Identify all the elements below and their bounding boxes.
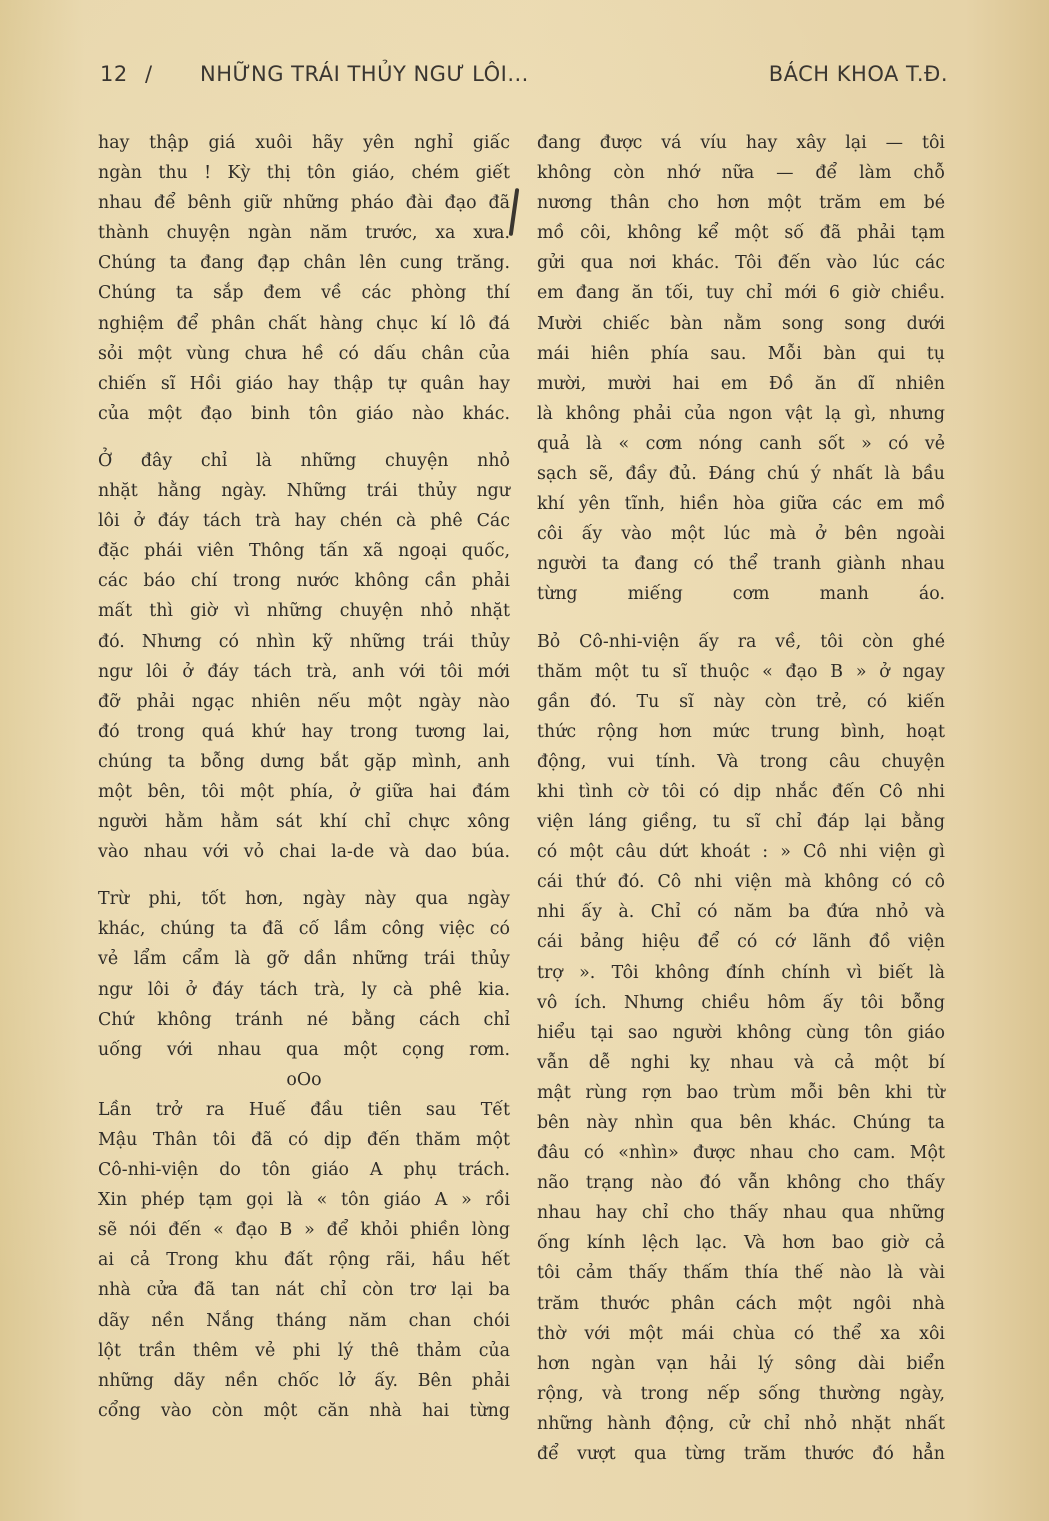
text-line: Trừ phi, tốt hơn, ngày này qua ngày	[98, 889, 510, 910]
text-line: hơn ngàn vạn hải lý sông dài biển	[537, 1353, 945, 1374]
text-line: động, vui tính. Và trong câu chuyện	[537, 751, 945, 772]
text-line: thờ với một mái chùa có thể xa xôi	[537, 1323, 945, 1344]
text-line: viện láng giềng, tu sĩ chỉ đáp lại bằng	[537, 812, 945, 833]
text-line: quả là « cơm nóng canh sốt » có vẻ	[537, 433, 945, 454]
section-divider: oOo	[286, 1069, 322, 1090]
text-line: của một đạo binh tôn giáo nào khác.	[98, 403, 510, 424]
text-line: khí yên tĩnh, hiền hòa giữa các em mồ	[537, 494, 945, 515]
text-line: Chúng ta sắp đem về các phòng thí	[98, 283, 510, 304]
text-line: Mười chiếc bàn nằm song song dưới	[537, 313, 945, 334]
text-line: Mậu Thân tôi đã có dịp đến thăm một	[98, 1130, 510, 1150]
text-line: gần đó. Tu sĩ này còn trẻ, có kiến	[537, 691, 945, 712]
text-line: sạch sẽ, đầy đủ. Đáng chú ý nhất là bầu	[537, 464, 945, 485]
text-line: mật rùng rợn bao trùm mỗi bên khi từ	[537, 1082, 945, 1103]
paragraph-gap	[98, 867, 510, 884]
text-line: đâu có «nhìn» được nhau cho cam. Một	[537, 1143, 945, 1164]
text-line: gửi qua nơi khác. Tôi đến vào lúc các	[537, 253, 945, 274]
text-line: nhặt hằng ngày. Những trái thủy ngư	[98, 481, 510, 502]
text-line: người hằm hằm sát khí chỉ chực xông	[98, 812, 510, 833]
text-line: côi ấy vào một lúc mà ở bên ngoài	[537, 524, 945, 545]
text-line: đó. Nhưng có nhìn kỹ những trái thủy	[98, 631, 510, 652]
right-text-column	[537, 128, 945, 1469]
text-line: hay thập giá xuôi hãy yên nghỉ giấc	[98, 133, 510, 153]
text-line: thức rộng hơn mức trung bình, hoạt	[537, 721, 945, 742]
text-line: vẻ lẩm cẩm là gỡ dần những trái thủy	[98, 949, 510, 970]
text-line: là không phải của ngon vật lạ gì, nhưng	[537, 403, 945, 424]
text-line: ngư lôi ở đáy tách trà, anh với tôi mới	[98, 661, 510, 682]
text-line: vẫn dễ nghi kỵ nhau và cả một bí	[537, 1052, 945, 1073]
text-line: nhi ấy à. Chỉ có năm ba đứa nhỏ và	[537, 902, 945, 923]
text-line: hiểu tại sao người không cùng tôn giáo	[537, 1022, 945, 1043]
text-line: ai cả Trong khu đất rộng rãi, hầu hết	[98, 1250, 510, 1271]
text-line: thành chuyện ngàn năm trước, xa xưa.	[98, 223, 510, 244]
text-line: bên này nhìn qua bên khác. Chúng ta	[537, 1113, 945, 1133]
paragraph-gap	[537, 610, 945, 627]
text-line: chúng ta bỗng dưng bắt gặp mình, anh	[98, 751, 510, 772]
text-line: vô ích. Nhưng chiều hôm ấy tôi bỗng	[537, 992, 945, 1013]
text-line: nhà cửa đã tan nát chỉ còn trơ lại ba	[98, 1280, 510, 1301]
text-line: những dãy nền chốc lở ấy. Bên phải	[98, 1370, 510, 1391]
text-line: mái hiên phía sau. Mỗi bàn qui tụ	[537, 343, 945, 364]
text-line: cái bảng hiệu để có cớ lãnh đồ viện	[537, 932, 945, 953]
text-line: từng miếng cơm manh áo.	[537, 584, 945, 605]
text-line: khác, chúng ta đã cố lầm công việc có	[98, 919, 510, 940]
text-line: lột trần thêm vẻ phi lý thê thảm của	[98, 1340, 510, 1361]
running-title: NHỮNG TRÁI THỦY NGƯ LÔI...	[200, 62, 529, 86]
text-line: để vượt qua từng trăm thước đó hẳn	[537, 1444, 945, 1465]
text-line: não trạng nào đó vẫn không cho thấy	[537, 1173, 945, 1194]
text-line: đang được vá víu hay xây lại — tôi	[537, 133, 945, 153]
text-line: mất thì giờ vì những chuyện nhỏ nhặt	[98, 601, 510, 622]
publication-name: BÁCH KHOA T.Đ.	[768, 62, 948, 86]
text-line: khi tình cờ tôi có dịp nhắc đến Cô nhi	[537, 781, 945, 802]
text-line: ngư lôi ở đáy tách trà, ly cà phê kia.	[98, 979, 510, 1000]
text-line: Cô-nhi-viện do tôn giáo A phụ trách.	[98, 1160, 510, 1181]
text-line: tôi cảm thấy thấm thía thế nào là vài	[537, 1263, 945, 1284]
text-line: Bỏ Cô-nhi-viện ấy ra về, tôi còn ghé	[537, 631, 945, 652]
text-line: chiến sĩ Hồi giáo hay thập tự quân hay	[98, 373, 510, 394]
text-line: mồ côi, không kể một số đã phải tạm	[537, 223, 945, 244]
text-line: sỏi một vùng chưa hề có dấu chân của	[98, 343, 510, 364]
text-line: nhau để bênh giữ những pháo đài đạo đã	[98, 193, 510, 214]
text-line: có một câu dứt khoát : » Cô nhi viện gì	[537, 842, 945, 863]
text-line: Lần trở ra Huế đầu tiên sau Tết	[98, 1099, 510, 1120]
text-line: ống kính lệch lạc. Và hơn bao giờ cả	[537, 1233, 945, 1254]
text-line: không còn nhớ nữa — để làm chỗ	[537, 163, 945, 184]
text-line: dãy nền Nắng tháng năm chan chói	[98, 1310, 510, 1331]
paragraph-gap	[98, 429, 510, 446]
text-line: ngàn thu ! Kỳ thị tôn giáo, chém giết	[98, 163, 510, 184]
text-line: cái thứ đó. Cô nhi viện mà không có cô	[537, 872, 945, 893]
text-line: Xin phép tạm gọi là « tôn giáo A » rồi	[98, 1190, 510, 1211]
text-line: em đang ăn tối, tuy chỉ mới 6 giờ chiều.	[537, 283, 945, 304]
text-line: đó trong quá khứ hay trong tương lai,	[98, 721, 510, 742]
text-line: thăm một tu sĩ thuộc « đạo B » ở ngay	[537, 661, 945, 682]
text-line: trăm thước phân cách một ngôi nhà	[537, 1293, 945, 1314]
text-line: mười, mười hai em Đồ ăn dĩ nhiên	[537, 373, 945, 394]
text-line: trợ ». Tôi không đính chính vì biết là	[537, 962, 945, 983]
text-line: nương thân cho hơn một trăm em bé	[537, 193, 945, 214]
text-line: Chúng ta đang đạp chân lên cung trăng.	[98, 253, 510, 274]
text-line: đặc phái viên Thông tấn xã ngoại quốc,	[98, 541, 510, 562]
header-separator: /	[145, 62, 153, 86]
text-line: sẽ nói đến « đạo B » để khỏi phiền lòng	[98, 1220, 510, 1241]
text-line: các báo chí trong nước không cần phải	[98, 571, 510, 592]
text-line: lôi ở đáy tách trà hay chén cà phê Các	[98, 511, 510, 532]
left-text-column	[98, 128, 510, 1426]
text-line: người ta đang có thể tranh giành nhau	[537, 554, 945, 575]
text-line: rộng, và trong nếp sống thường ngày,	[537, 1383, 945, 1404]
text-line: những hành động, cử chỉ nhỏ nhặt nhất	[537, 1413, 945, 1434]
text-line: cổng vào còn một căn nhà hai từng	[98, 1400, 510, 1421]
text-line: nhau hay chỉ cho thấy nhau qua những	[537, 1203, 945, 1224]
text-line: uống với nhau qua một cọng rơm.	[98, 1039, 510, 1060]
text-line: Ở đây chỉ là những chuyện nhỏ	[98, 450, 510, 471]
text-line: nghiệm để phân chất hàng chục kí lô đá	[98, 313, 510, 334]
text-line: Chứ không tránh né bằng cách chỉ	[98, 1009, 510, 1030]
pen-mark	[509, 188, 520, 236]
text-line: đỡ phải ngạc nhiên nếu một ngày nào	[98, 691, 510, 712]
text-line: vào nhau với vỏ chai la-de và dao búa.	[98, 842, 510, 863]
page-number: 12	[100, 62, 128, 86]
text-line: một bên, tôi một phía, ở giữa hai đám	[98, 781, 510, 802]
page-header	[100, 62, 948, 96]
